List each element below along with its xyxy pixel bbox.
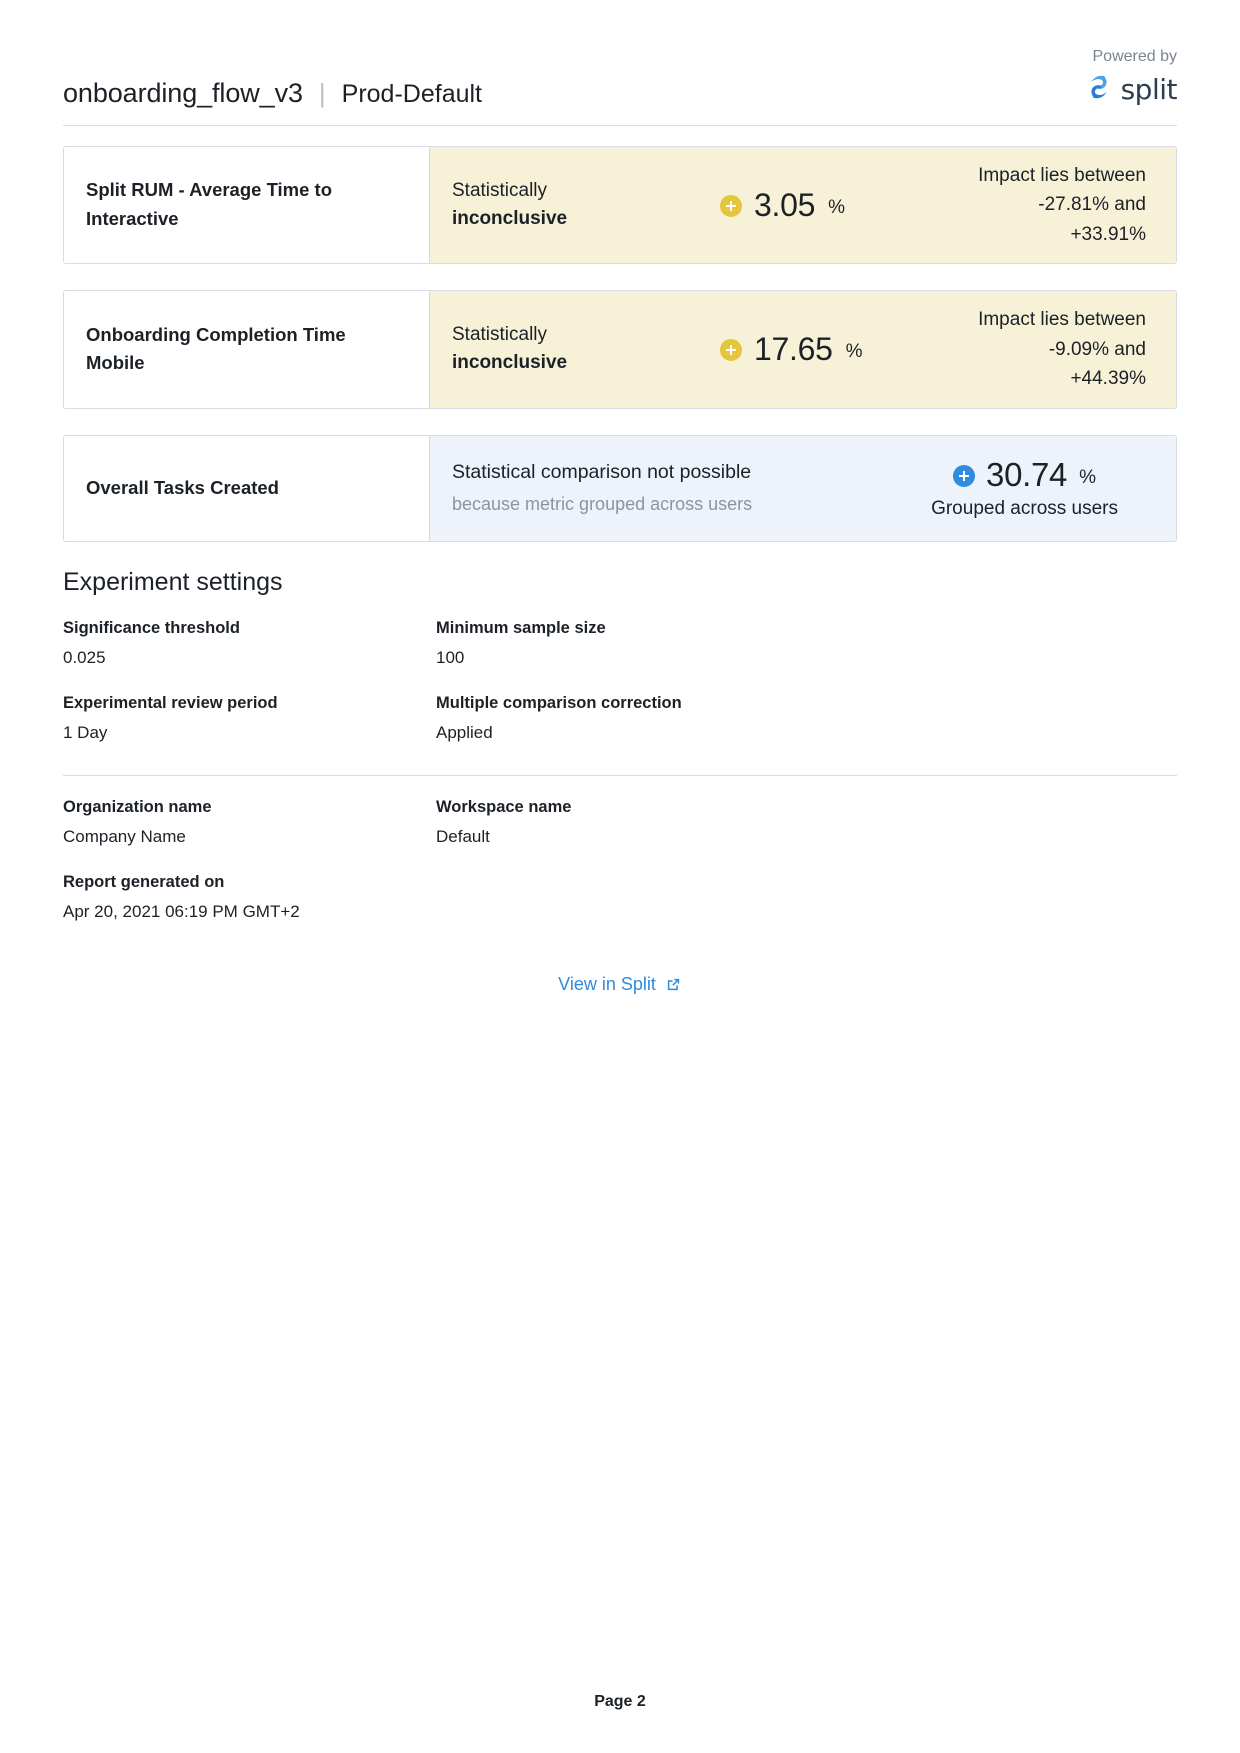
setting-value: 0.025 [63,647,106,667]
meta-item [436,798,809,847]
plus-circle-icon [720,195,742,217]
grouped-metric-label: Grouped across users [931,498,1118,520]
metric-card [63,146,1177,264]
setting-value: 1 Day [63,722,108,742]
metric-unit: % [828,197,845,219]
metric-value-group [720,331,970,368]
metric-name: Onboarding Completion Time Mobile [64,291,430,407]
metric-value: 3.05 [754,186,816,223]
experiment-settings-section [63,568,1177,948]
setting-item [436,619,809,668]
metric-name: Overall Tasks Created [64,436,430,541]
meta-label: Organization name [63,797,212,816]
grouped-metric-unit: % [1079,467,1097,489]
meta-value: Company Name [63,826,186,846]
split-wordmark: split [1120,73,1177,106]
meta-item [63,798,436,847]
metric-name: Split RUM - Average Time to Interactive [64,147,430,263]
grouped-metric-card [63,435,1177,542]
metric-status [452,321,720,378]
grouped-metric-value-group [931,456,1146,520]
view-in-split-wrap [63,974,1177,995]
metric-impact-line1: Impact lies between [978,165,1146,186]
grouped-metric-value: 30.74 [986,456,1068,494]
plus-circle-icon [953,465,975,487]
report-meta-grid [63,798,1177,948]
split-logo [1084,72,1177,107]
meta-value: Apr 20, 2021 06:19 PM GMT+2 [63,901,300,921]
settings-grid [63,619,1177,769]
setting-item [436,694,809,743]
metric-card-body [430,291,1176,407]
setting-label: Multiple comparison correction [436,693,682,712]
setting-item [63,694,436,743]
view-in-split-link[interactable] [558,974,682,995]
split-logo-icon [1084,72,1114,107]
metric-unit: % [845,341,863,363]
setting-value: Applied [436,722,493,742]
powered-by-label: Powered by [1092,48,1177,65]
title-divider: | [318,78,326,108]
metric-impact-line2: -9.09% and +44.39% [1048,338,1146,390]
meta-label: Report generated on [63,872,225,891]
meta-label: Workspace name [436,797,572,816]
metric-status-line2: inconclusive [452,208,568,230]
meta-value: Default [436,826,490,846]
metric-value: 17.65 [754,330,833,367]
plus-circle-icon [720,339,742,361]
environment-name: Prod-Default [341,80,483,108]
metric-status-line2: inconclusive [452,352,568,374]
metric-value-group [720,187,970,224]
powered-by-block [1084,48,1177,111]
external-link-icon [665,976,682,993]
experiment-name: onboarding_flow_v3 [63,78,303,108]
report-header [63,0,1177,126]
view-in-split-label: View in Split [558,973,656,994]
metric-impact [970,161,1146,249]
setting-item [63,619,436,668]
metric-card [63,290,1177,408]
page-number: Page 2 [594,1693,646,1710]
section-title: Experiment settings [63,567,283,596]
metric-status [452,177,720,234]
setting-label: Minimum sample size [436,618,606,637]
metric-card-body [430,147,1176,263]
metric-impact-line2: -27.81% and +33.91% [1038,194,1146,245]
grouped-metric-headline: Statistical comparison not possible [452,461,752,483]
metric-status-line1: Statistically [452,323,548,345]
page-title [63,78,482,111]
grouped-metric-card-body [430,436,1176,541]
setting-label: Experimental review period [63,693,278,712]
metric-status-line1: Statistically [452,179,548,201]
meta-item [63,873,436,922]
grouped-metric-subtext: because metric grouped across users [452,494,753,515]
setting-label: Significance threshold [63,618,240,637]
section-divider [63,775,1177,776]
grouped-metric-message [452,458,931,518]
metric-impact-line1: Impact lies between [978,309,1146,331]
metric-impact [970,305,1146,393]
setting-value: 100 [436,647,465,667]
metric-card-list [63,146,1177,542]
